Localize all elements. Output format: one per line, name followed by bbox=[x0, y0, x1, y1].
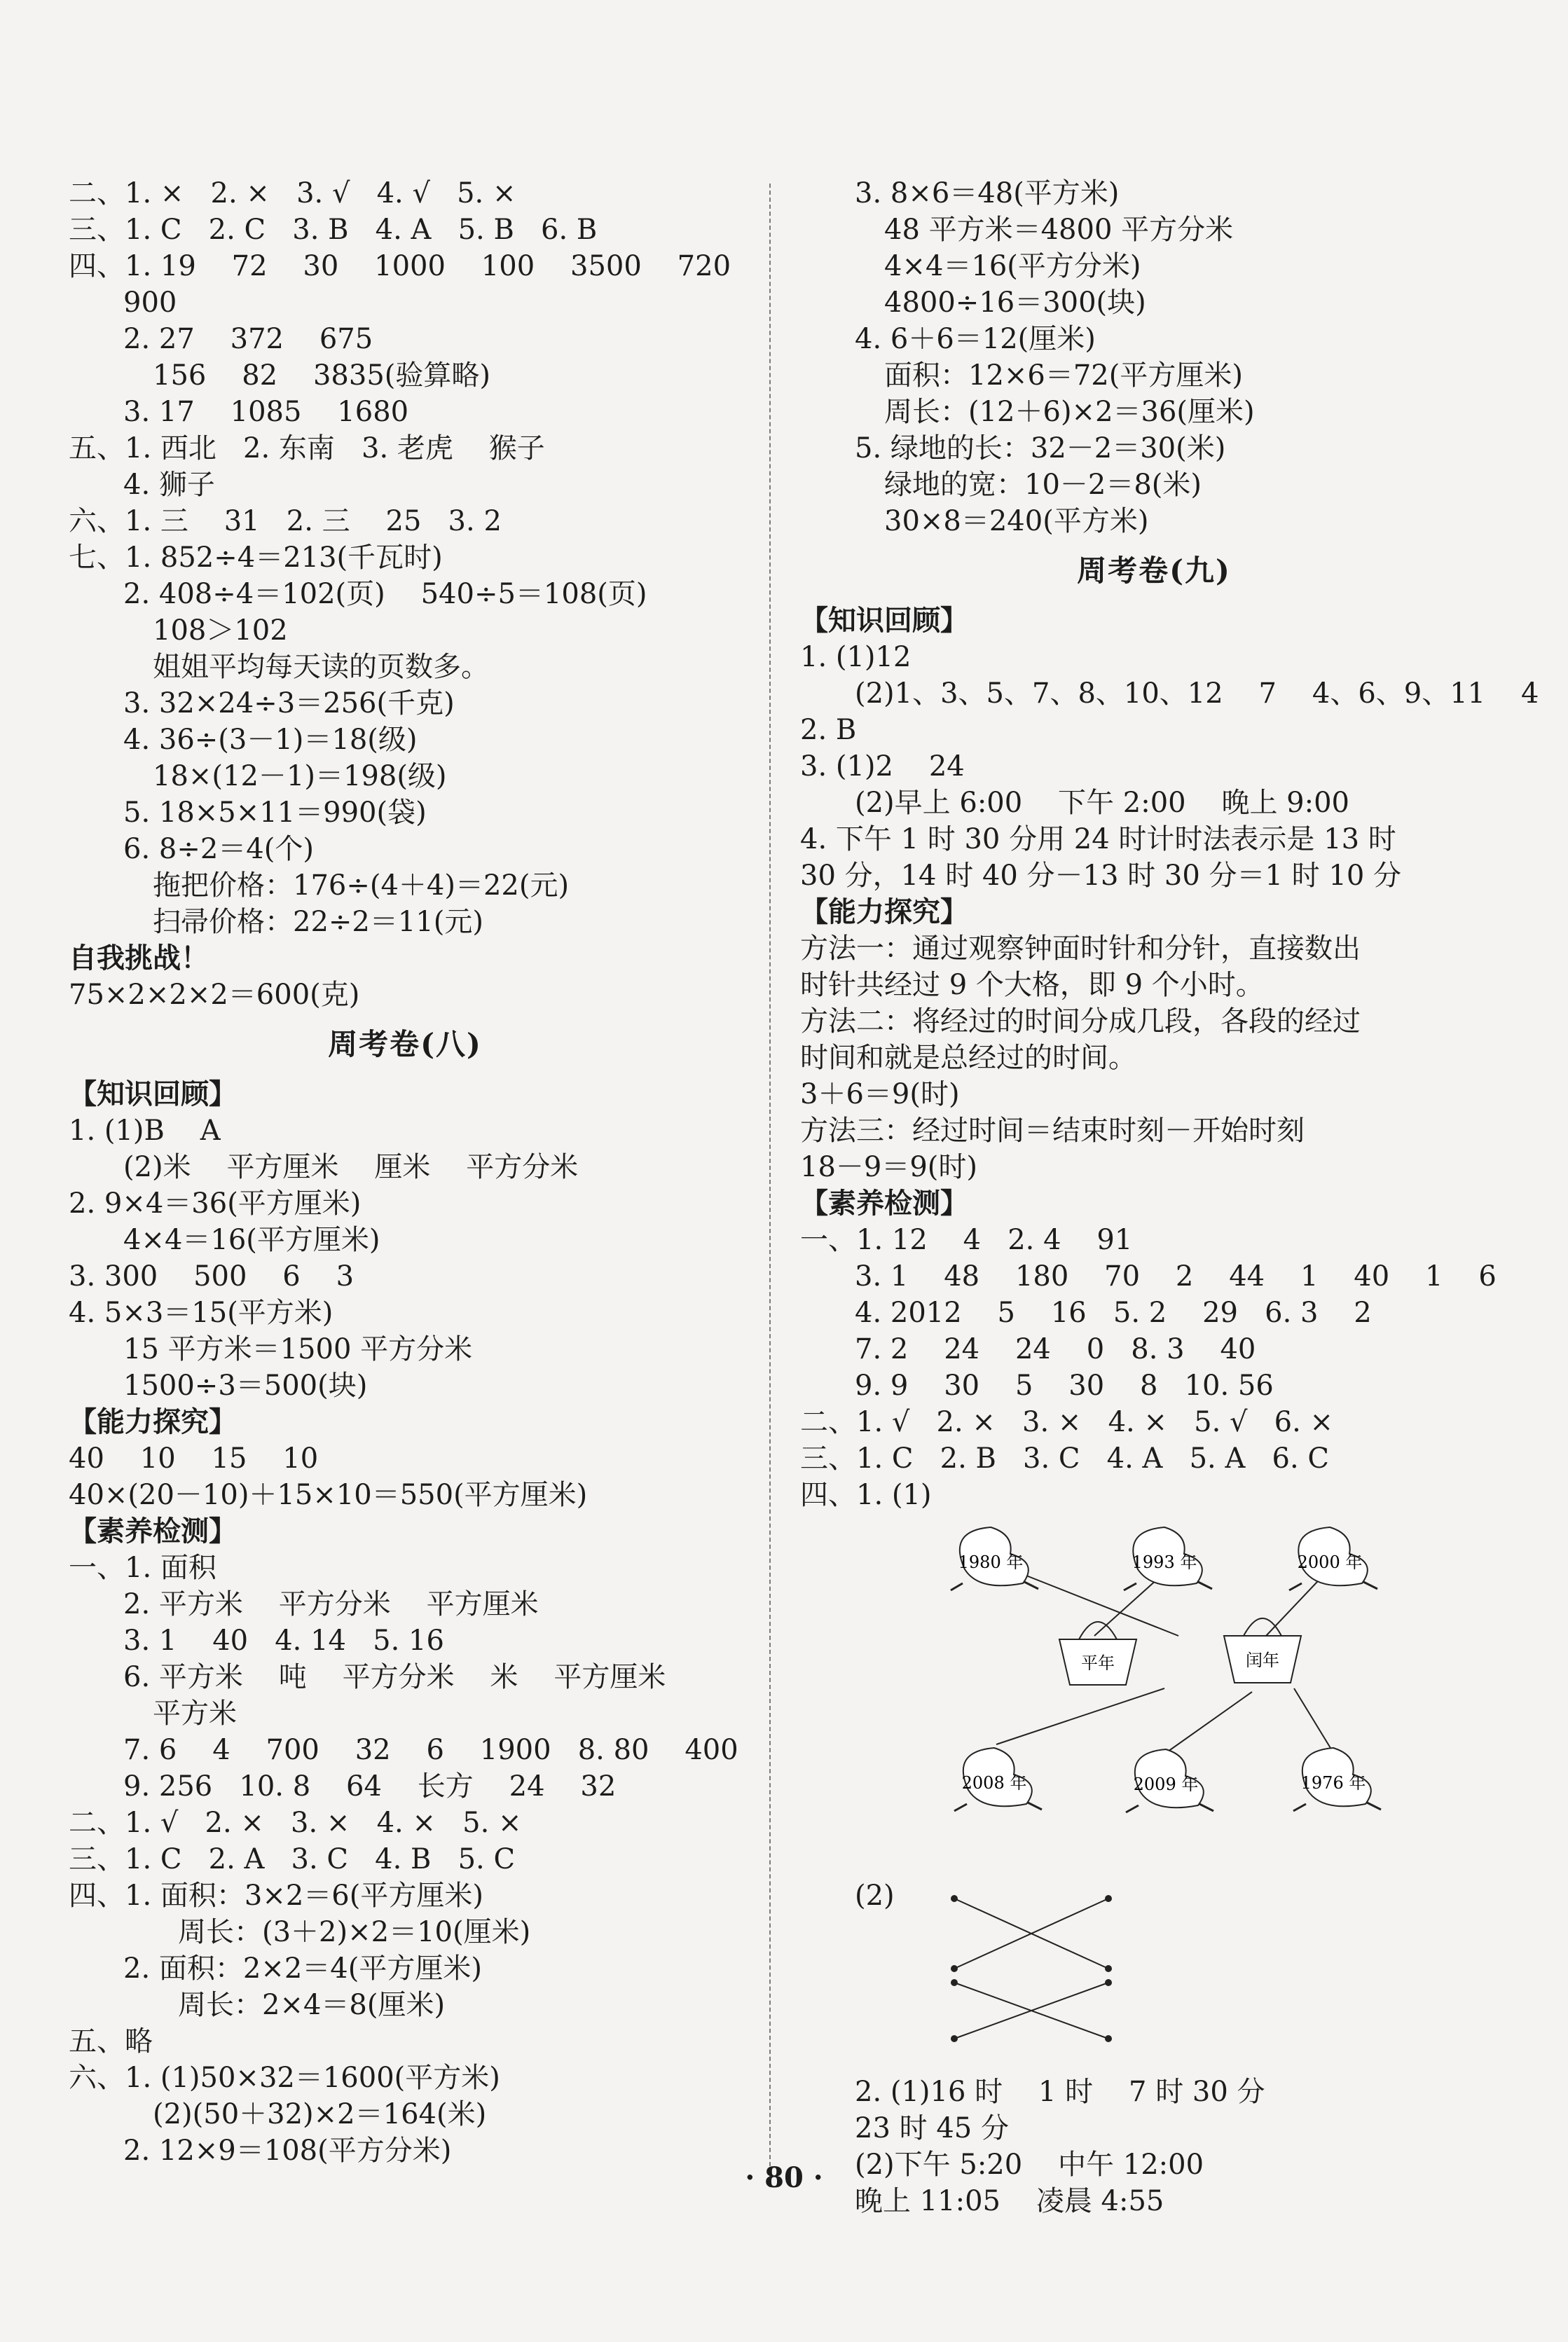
basket bbox=[1059, 1622, 1136, 1685]
answer-line: 方法一：通过观察钟面时针和分针，直接数出 bbox=[800, 932, 1361, 965]
peach-label: 2008 年 bbox=[961, 1773, 1027, 1793]
answer-line: 4×4＝16(平方厘米) bbox=[123, 1224, 380, 1256]
answer-line: 156 82 3835(验算略) bbox=[153, 359, 490, 392]
answer-line: 7. 6 4 700 32 6 1900 8. 80 400 bbox=[123, 1734, 738, 1766]
left-column bbox=[69, 175, 741, 2169]
bottom-peach bbox=[1293, 1748, 1381, 1811]
answer-line: (2)米 平方厘米 厘米 平方分米 bbox=[123, 1151, 579, 1183]
answer-line: 18－9＝9(时) bbox=[800, 1151, 978, 1183]
answer-line: 9. 9 30 5 30 8 10. 56 bbox=[855, 1370, 1274, 1402]
answer-line: 方法三：经过时间＝结束时刻－开始时刻 bbox=[800, 1115, 1305, 1147]
answer-line: 5. 绿地的长：32－2＝30(米) bbox=[855, 432, 1226, 464]
answer-line: 六、1. 三 31 2. 三 25 3. 2 bbox=[69, 505, 502, 537]
answer-line: 2. (1)16 时 1 时 7 时 30 分 bbox=[855, 2076, 1265, 2108]
section-heading: 【能力探究】 bbox=[69, 1405, 237, 1438]
answer-line: 5. 18×5×11＝990(袋) bbox=[123, 797, 427, 829]
quiz-title: 周考卷(九) bbox=[1077, 553, 1231, 588]
answer-line: 绿地的宽：10－2＝8(米) bbox=[884, 469, 1202, 501]
answer-line: 四、1. 面积：3×2＝6(平方厘米) bbox=[69, 1880, 483, 1912]
answer-line: 方法二：将经过的时间分成几段，各段的经过 bbox=[800, 1005, 1361, 1038]
answer-line: 周长：2×4＝8(厘米) bbox=[178, 1989, 446, 2021]
top-peach bbox=[951, 1527, 1038, 1590]
answer-line: 周长：(12＋6)×2＝36(厘米) bbox=[884, 396, 1255, 428]
answer-line: 二、1. × 2. × 3. √ 4. √ 5. × bbox=[69, 177, 516, 209]
section-heading: 【能力探究】 bbox=[800, 895, 968, 928]
answer-line: (2)(50＋32)×2＝164(米) bbox=[153, 2098, 487, 2130]
answer-line: 2. 408÷4＝102(页) 540÷5＝108(页) bbox=[123, 578, 647, 610]
answer-line: 3. 8×6＝48(平方米) bbox=[855, 177, 1120, 209]
section-heading: 自我挑战！ bbox=[69, 942, 209, 974]
answer-line: 4. 36÷(3－1)＝18(级) bbox=[123, 724, 418, 756]
answer-line: 75×2×2×2＝600(克) bbox=[69, 979, 360, 1011]
answer-line: 3. (1)2 24 bbox=[800, 750, 965, 783]
section-heading: 【素养检测】 bbox=[800, 1187, 968, 1220]
answer-line: 二、1. √ 2. × 3. × 4. × 5. √ 6. × bbox=[800, 1406, 1334, 1438]
peach-label: 2000 年 bbox=[1297, 1552, 1363, 1572]
answer-line: 3. 17 1085 1680 bbox=[123, 396, 409, 428]
bottom-peach bbox=[1126, 1749, 1213, 1812]
answer-line: 30×8＝240(平方米) bbox=[884, 505, 1149, 537]
answer-line: 1. (1)B A bbox=[69, 1115, 221, 1147]
answer-line: 30 分，14 时 40 分－13 时 30 分＝1 时 10 分 bbox=[800, 860, 1401, 892]
answer-line: 四、1. (1) bbox=[800, 1479, 932, 1511]
answer-line: 时间和就是总经过的时间。 bbox=[800, 1042, 1136, 1074]
answer-line: 1500÷3＝500(块) bbox=[123, 1370, 368, 1402]
answer-line: 4. 2012 5 16 5. 2 29 6. 3 2 bbox=[855, 1297, 1372, 1329]
peach-label: 1993 年 bbox=[1132, 1552, 1197, 1572]
answer-line: 3. 1 48 180 70 2 44 1 40 1 6 bbox=[855, 1260, 1497, 1293]
answer-line: 23 时 45 分 bbox=[855, 2112, 1009, 2144]
answer-line: 面积：12×6＝72(平方厘米) bbox=[884, 359, 1243, 392]
answer-line: 2. 平方米 平方分米 平方厘米 bbox=[123, 1588, 539, 1620]
answer-line: 四、1. 19 72 30 1000 100 3500 720 bbox=[69, 250, 731, 282]
answer-line: 晚上 11:05 凌晨 4:55 bbox=[855, 2185, 1164, 2217]
answer-line: (2)1、3、5、7、8、10、12 7 4、6、9、11 4 bbox=[855, 677, 1539, 710]
matching-diagram bbox=[800, 1513, 1508, 1878]
answer-line: 40×(20－10)＋15×10＝550(平方厘米) bbox=[69, 1479, 588, 1511]
top-peach bbox=[1289, 1527, 1377, 1590]
peach-label: 1976 年 bbox=[1300, 1773, 1366, 1793]
answer-line: (2)早上 6:00 下午 2:00 晚上 9:00 bbox=[855, 787, 1349, 819]
peach-label: 2009 年 bbox=[1133, 1775, 1199, 1794]
answer-line: 6. 8÷2＝4(个) bbox=[123, 833, 314, 865]
answer-line: 七、1. 852÷4＝213(千瓦时) bbox=[69, 542, 443, 574]
answer-line: 15 平方米＝1500 平方分米 bbox=[123, 1333, 473, 1365]
matching-lines-figure bbox=[800, 1878, 1508, 2074]
answer-line: 3. 1 40 4. 14 5. 16 bbox=[123, 1625, 444, 1657]
leap-year-matching-figure bbox=[800, 1513, 1508, 1878]
answer-line: 3＋6＝9(时) bbox=[800, 1078, 960, 1110]
answer-line: 18×(12－1)＝198(级) bbox=[153, 760, 447, 792]
crossing-lines-diagram bbox=[800, 1878, 1508, 2074]
answer-line: 40 10 15 10 bbox=[69, 1442, 319, 1475]
peach-label: 1980 年 bbox=[958, 1552, 1024, 1572]
answer-line: 一、1. 12 4 2. 4 91 bbox=[800, 1224, 1133, 1256]
answer-line: 三、1. C 2. B 3. C 4. A 5. A 6. C bbox=[800, 1442, 1329, 1475]
page-number: · 80 · bbox=[745, 2161, 823, 2194]
answer-line: 周长：(3＋2)×2＝10(厘米) bbox=[178, 1916, 531, 1948]
basket bbox=[1224, 1618, 1301, 1683]
answer-line: 2. 12×9＝108(平方分米) bbox=[123, 2135, 452, 2167]
answer-line: 一、1. 面积 bbox=[69, 1552, 216, 1584]
answer-line: 4800÷16＝300(块) bbox=[884, 287, 1146, 319]
column-divider bbox=[769, 184, 771, 2187]
quiz-title: 周考卷(八) bbox=[328, 1027, 482, 1061]
answer-line: 扫帚价格：22÷2＝11(元) bbox=[153, 906, 483, 938]
answer-line: 六、1. (1)50×32＝1600(平方米) bbox=[69, 2062, 500, 2094]
answer-line: 4×4＝16(平方分米) bbox=[884, 250, 1141, 282]
section-heading: 【知识回顾】 bbox=[69, 1077, 237, 1110]
top-peach bbox=[1124, 1527, 1212, 1590]
answer-line: 7. 2 24 24 0 8. 3 40 bbox=[855, 1333, 1256, 1365]
section-heading: 【素养检测】 bbox=[69, 1515, 237, 1548]
answer-line: 3. 32×24÷3＝256(千克) bbox=[123, 687, 455, 719]
answer-line: 2. 面积：2×2＝4(平方厘米) bbox=[123, 1952, 482, 1985]
answer-line: 拖把价格：176÷(4＋4)＝22(元) bbox=[153, 869, 570, 902]
answer-line: 4. 5×3＝15(平方米) bbox=[69, 1297, 333, 1329]
answer-line: 4. 下午 1 时 30 分用 24 时计时法表示是 13 时 bbox=[800, 823, 1396, 855]
answer-line: 2. 27 372 675 bbox=[123, 323, 373, 355]
answer-line: 3. 300 500 6 3 bbox=[69, 1260, 355, 1293]
answer-line: 时针共经过 9 个大格，即 9 个小时。 bbox=[800, 969, 1264, 1001]
bottom-peach bbox=[954, 1748, 1042, 1811]
answer-line: (2)下午 5:20 中午 12:00 bbox=[855, 2149, 1204, 2181]
answer-line: 4. 6＋6＝12(厘米) bbox=[855, 323, 1096, 355]
answer-line: 姐姐平均每天读的页数多。 bbox=[153, 651, 489, 683]
answer-line: 平方米 bbox=[153, 1697, 237, 1730]
answer-line: 五、略 bbox=[69, 2025, 153, 2058]
answer-line: 108＞102 bbox=[153, 614, 288, 647]
right-column bbox=[800, 175, 1539, 2219]
answer-line: 4. 狮子 bbox=[123, 469, 215, 501]
answer-line: 48 平方米＝4800 平方分米 bbox=[884, 214, 1234, 246]
answer-line: 900 bbox=[123, 287, 177, 319]
section-heading: 【知识回顾】 bbox=[800, 604, 968, 637]
answer-line: 三、1. C 2. A 3. C 4. B 5. C bbox=[69, 1843, 516, 1875]
answer-line: 2. B bbox=[800, 714, 857, 746]
basket-label: 平年 bbox=[1081, 1653, 1115, 1673]
answer-line: 9. 256 10. 8 64 长方 24 32 bbox=[123, 1770, 617, 1803]
answer-line: 1. (1)12 bbox=[800, 641, 912, 673]
answer-line: 二、1. √ 2. × 3. × 4. × 5. × bbox=[69, 1807, 522, 1839]
answer-line: 2. 9×4＝36(平方厘米) bbox=[69, 1187, 362, 1220]
answer-line: 五、1. 西北 2. 东南 3. 老虎 猴子 bbox=[69, 432, 545, 464]
answer-line: (2) bbox=[855, 1880, 895, 1912]
basket-label: 闰年 bbox=[1246, 1651, 1279, 1670]
answer-line: 三、1. C 2. C 3. B 4. A 5. B 6. B bbox=[69, 214, 598, 246]
answer-line: 6. 平方米 吨 平方分米 米 平方厘米 bbox=[123, 1661, 666, 1693]
